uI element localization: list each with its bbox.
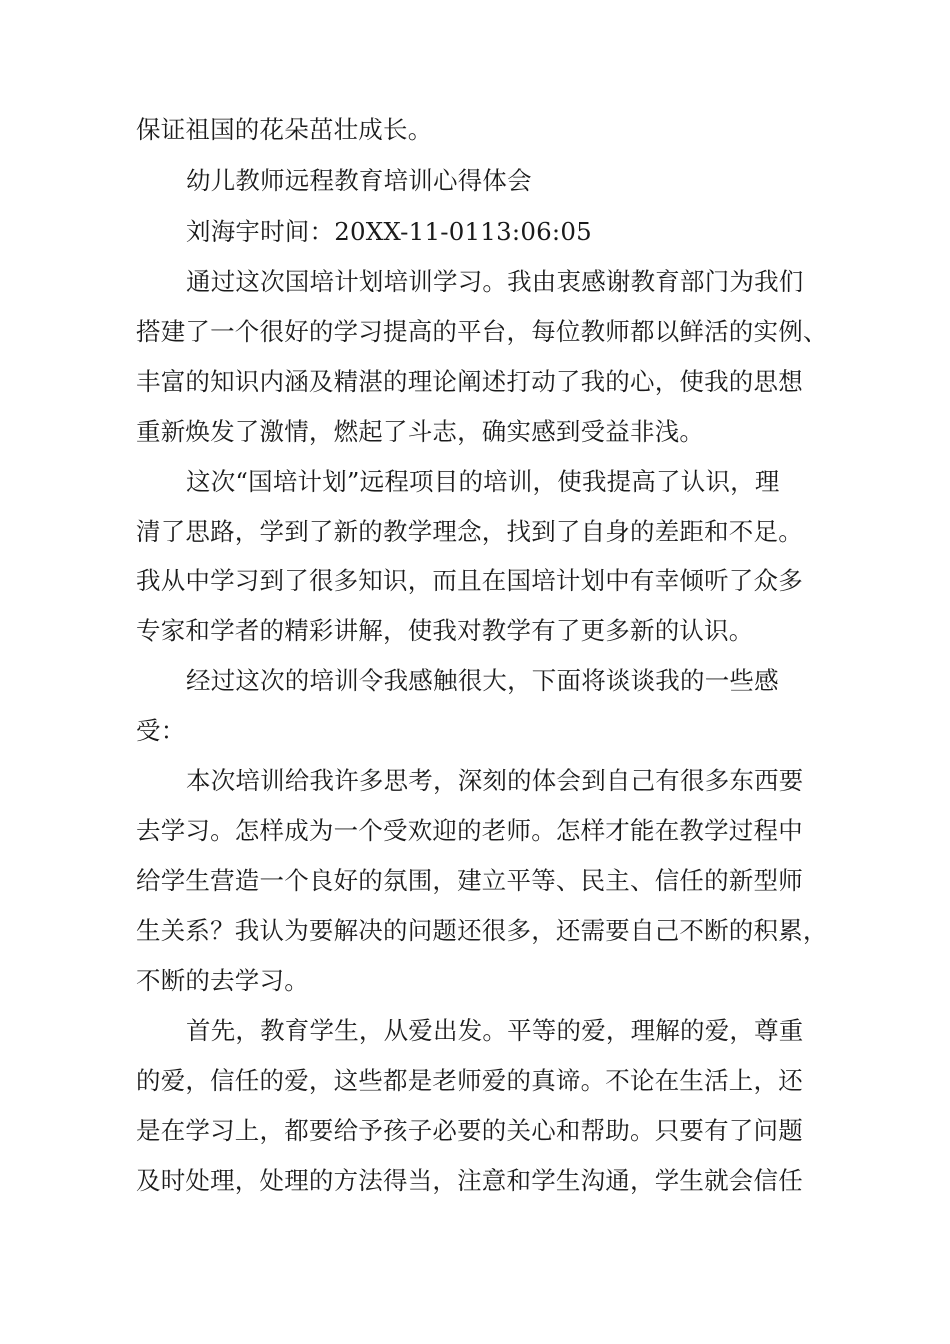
text-line: 的爱，信任的爱，这些都是老师爱的真谛。不论在生活上，还 xyxy=(136,1066,803,1095)
text-line: 给学生营造一个良好的氛围，建立平等、民主、信任的新型师 xyxy=(136,866,803,895)
text-line: 首先，教育学生，从爱出发。平等的爱，理解的爱，尊重 xyxy=(186,1016,804,1045)
text-line: 是在学习上，都要给予孩子必要的关心和帮助。只要有了问题 xyxy=(136,1116,803,1145)
text-line: 丰富的知识内涵及精湛的理论阐述打动了我的心，使我的思想 xyxy=(136,367,803,396)
text-line: 清了思路，学到了新的教学理念，找到了自身的差距和不足。 xyxy=(136,517,803,546)
text-line: 保证祖国的花朵茁壮成长。 xyxy=(136,115,433,144)
text-line: 去学习。怎样成为一个受欢迎的老师。怎样才能在教学过程中 xyxy=(136,816,803,845)
text-line: 生关系？我认为要解决的问题还很多，还需要自己不断的积累， xyxy=(136,916,828,945)
text-line: 重新焕发了激情，燃起了斗志，确实感到受益非浅。 xyxy=(136,417,705,446)
article-title: 幼儿教师远程教育培训心得体会 xyxy=(186,166,532,195)
text-line: 我从中学习到了很多知识，而且在国培计划中有幸倾听了众多 xyxy=(136,566,803,595)
text-line: 受： xyxy=(136,716,186,745)
text-line: 通过这次国培计划培训学习。我由衷感谢教育部门为我们 xyxy=(186,267,804,296)
text-line: 及时处理，处理的方法得当，注意和学生沟通，学生就会信任 xyxy=(136,1166,803,1195)
text-line: 这次“国培计划”远程项目的培训，使我提高了认识，理 xyxy=(186,467,780,496)
text-line: 经过这次的培训令我感触很大，下面将谈谈我的一些感 xyxy=(186,666,779,695)
text-line: 不断的去学习。 xyxy=(136,966,309,995)
author-time-line: 刘海宇时间：20XX-11-0113:06:05 xyxy=(186,217,592,246)
text-line: 专家和学者的精彩讲解，使我对教学有了更多新的认识。 xyxy=(136,616,754,645)
text-line: 搭建了一个很好的学习提高的平台，每位教师都以鲜活的实例、 xyxy=(136,317,828,346)
text-line: 本次培训给我许多思考，深刻的体会到自己有很多东西要 xyxy=(186,766,804,795)
